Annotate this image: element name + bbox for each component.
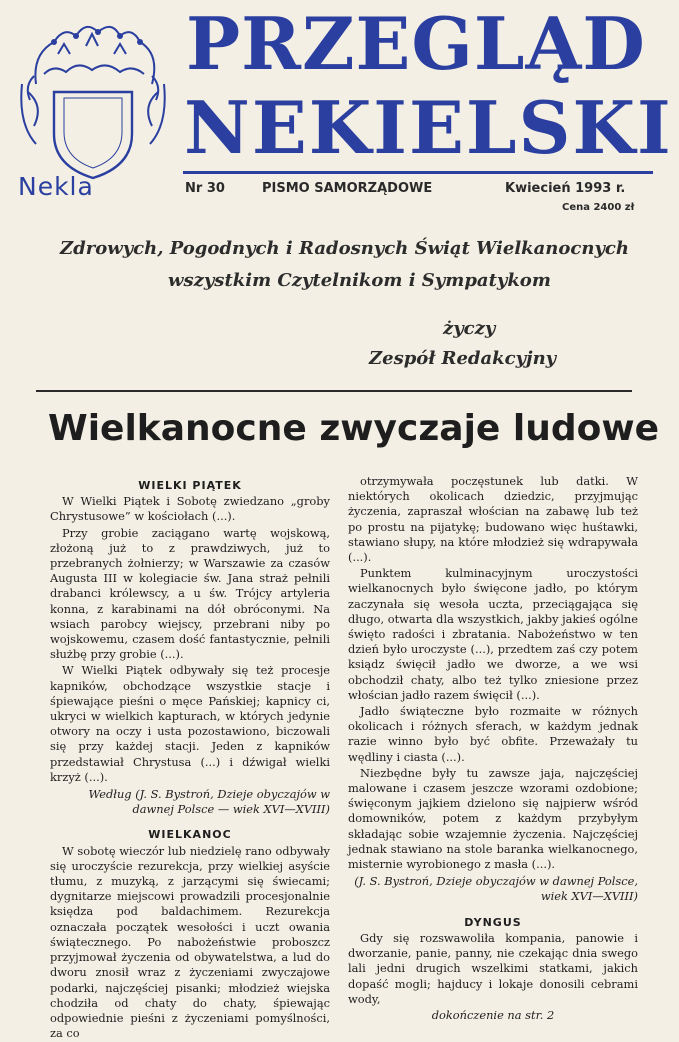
masthead-title-line1: PRZEGLĄD <box>186 1 646 86</box>
issue-date: Kwiecień 1993 r. <box>505 181 626 196</box>
greeting-line1: Zdrowych, Pogodnych i Radosnych Świąt Wielkanocnych <box>60 238 629 259</box>
masthead-title-line2: NEKIELSKI <box>184 85 673 170</box>
article-paragraph: W Wielki Piątek i Sobotę zwiedzano „groby Chrystusowe” w kościołach (...). <box>50 494 330 524</box>
nekla-coat-of-arms-icon <box>14 14 172 180</box>
issue-number: Nr 30 <box>185 181 225 196</box>
greeting-signature: Zespół Redakcyjny <box>369 348 557 369</box>
article-paragraph: Jadło świąteczne było rozmaite w różnych okolicach i różnych sferach, w każdym jednak razie winno było być obfite. Przeważały tu wędliny i ciasta (...). <box>348 704 638 764</box>
section-heading-wielki-piatek: WIELKI PIĄTEK <box>138 479 242 492</box>
publication-type: PISMO SAMORZĄDOWE <box>262 181 433 196</box>
section-heading-wielkanoc: WIELKANOC <box>148 828 232 842</box>
continued-note: dokończenie na str. 2 <box>431 1007 555 1022</box>
article-paragraph: otrzymywała poczęstunek lub datki. W niektórych okolicach dziedzic, przyjmując życzenia, zapraszał włościan na zabawę lub też po prostu na pijatykę; budowano więc huśtawki, stawiano słupy, na które młodzież się wdrapywała (...). <box>348 474 638 565</box>
article-column-right <box>348 474 638 1024</box>
section-heading-dyngus: DYNGUS <box>464 915 522 929</box>
article-paragraph: Punktem kulminacyjnym uroczystości wielkanocnych było święcone jadło, po którym zaczynała się wesoła uczta, przeciągająca się długo, otwarta dla wszystkich, jakby jakieś ogólne święto radości i zbratania. Nabożeństwo w ten dzień było uroczyste (...), przedtem zaś czy potem ksiądz święcił jadło we dworze, a we wsi obchodził chaty, albo też tylko zniesione przez włościan jadło razem święcił (...). <box>348 566 638 702</box>
section-divider <box>36 390 632 392</box>
article-paragraph: Niezbędne były tu zawsze jaja, najczęściej malowane i czasem jeszcze wzorami ozdobione; święconym jajkiem dzielono się najpierw wśród domowników, potem z każdym przybyłym składając sobie wzajemnie życzenia. Najczęściej jednak stawiano na stole baranka wielkanocnego, misternie wyrobionego z masła (...). <box>348 765 638 872</box>
greeting-line2: wszystkim Czytelnikom i Sympatykom <box>168 270 551 291</box>
greeting-line3: życzy <box>443 318 496 339</box>
masthead-divider <box>183 171 653 174</box>
issue-price: Cena 2400 zł <box>562 202 635 213</box>
article-paragraph: W sobotę wieczór lub niedzielę rano odbywały się uroczyście rezurekcja, przy wielkiej asyście tłumu, z muzyką, z jarzącymi się świecami; dygnitarze miejscowi prowadzili procesjonalnie księdza pod baldachimem. Rezurekcja oznaczała początek wesołości i uczt owania świątecznego. Po nabożeństwie proboszcz przyjmował życzenia od obywatelstwa, a lud do dworu znosił wraz z życzeniami zwyczajowe podarki, najczęściej pisanki; młodzież wiejska chodziła od chaty do chaty, śpiewając odpowiednie pieśni z życzeniami pomyślności, za co <box>50 843 330 1041</box>
town-name: Nekla <box>18 172 94 201</box>
source-citation: (J. S. Bystroń, Dzieje obyczajów w dawnej Polsce, wiek XVI—XVIII) <box>354 874 638 904</box>
article-paragraph: W Wielki Piątek odbywały się też procesje kapników, obchodzące wszystkie stacje i śpiewające pieśni o męce Pańskiej; kapnicy ci, ukryci w wielkich kapturach, w których jedynie otwory na oczy i usta pozostawiono, biczowali się przy każdej stacji. Jeden z kapników przedstawiał Chrystusa (...) i dźwigał wielki krzyż (...). <box>50 663 330 784</box>
article-headline: Wielkanocne zwyczaje ludowe <box>48 408 660 449</box>
article-column-left <box>50 478 330 1042</box>
source-citation: Według (J. S. Bystroń, Dzieje obyczajów w dawnej Polsce — wiek XVI—XVIII) <box>88 787 330 817</box>
article-paragraph: Gdy się rozswawoliła kompania, panowie i dworzanie, panie, panny, nie czekając dnia swego lali jedni drugich wszelkimi statkami, jakich dopaść mogli; hajducy i lokaje donosili cebrami wody, <box>348 930 638 1006</box>
article-paragraph: Przy grobie zaciągano wartę wojskową, złożoną już to z prawdziwych, już to przebranych żołnierzy; w Warszawie za czasów Augusta III w kolegiacie św. Jana straż pełnili drabanci królewscy, a u św. Trójcy artyleria konna, z karabinami na dół obróconymi. Na wsiach parobcy wiejscy, przebrani niby po wojskowemu, czasem dość fantastycznie, pełnili służbę przy grobie (...). <box>50 525 330 662</box>
